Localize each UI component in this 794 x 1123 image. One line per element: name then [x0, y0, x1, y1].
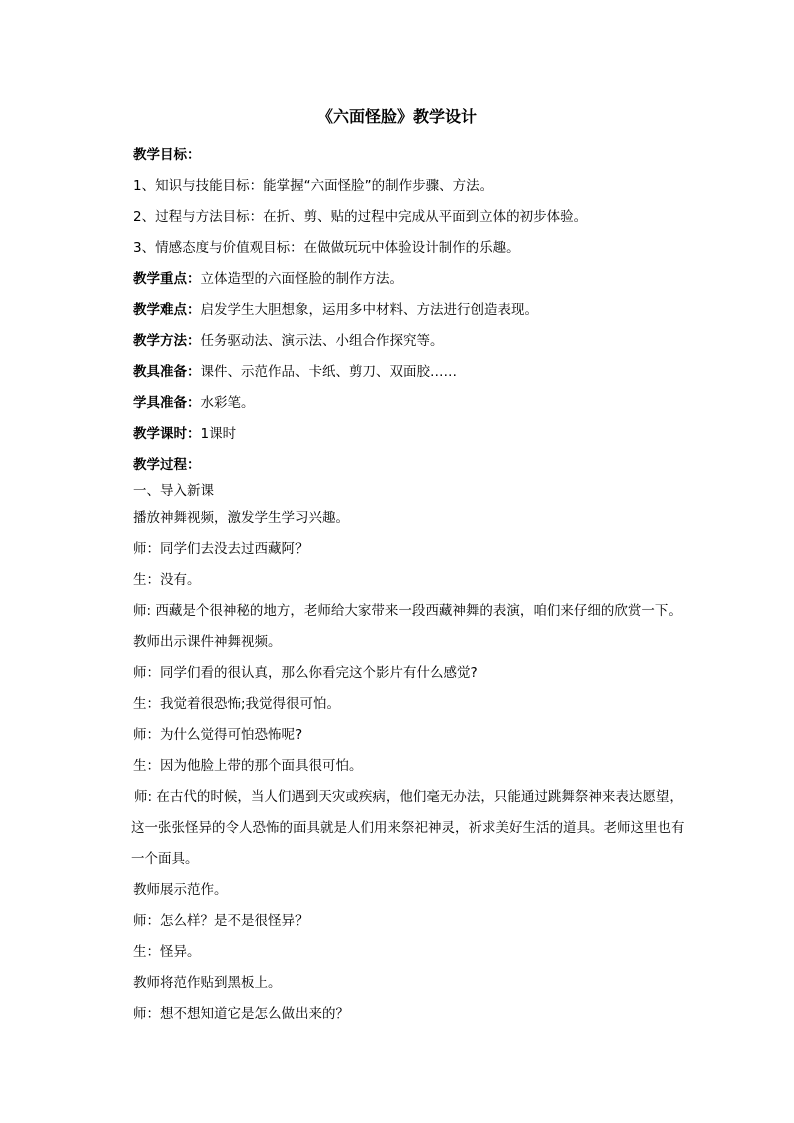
objective-3: 3、情感态度与价值观目标：在做做玩玩中体验设计制作的乐趣。 [133, 240, 520, 256]
objective-2: 2、过程与方法目标：在折、剪、贴的过程中完成从平面到立体的初步体验。 [133, 209, 588, 225]
hours-text: 1课时 [200, 426, 237, 442]
paragraph: 生：怪异。 [133, 944, 201, 960]
objectives-heading: 教学目标： [133, 147, 201, 163]
paragraph: 教师将范作贴到黑板上。 [133, 975, 282, 991]
student-prep-label: 学具准备： [133, 395, 201, 411]
paragraph: 师：同学们去没去过西藏阿？ [133, 541, 309, 557]
teacher-prep-label: 教具准备： [133, 364, 201, 380]
student-prep [133, 393, 255, 413]
method-text: 任务驱动法、演示法、小组合作探究等。 [200, 333, 444, 349]
key-point-text: 立体造型的六面怪脸的制作方法。 [200, 271, 403, 287]
student-prep-text: 水彩笔。 [200, 395, 255, 411]
process-heading: 教学过程： [133, 457, 201, 473]
key-point-label: 教学重点： [133, 271, 201, 287]
difficulty [133, 300, 538, 320]
paragraph: 播放神舞视频，激发学生学习兴趣。 [133, 510, 349, 526]
hours-label: 教学课时： [133, 426, 201, 442]
difficulty-label: 教学难点： [133, 302, 201, 318]
section-1-heading: 一、导入新课 [133, 483, 214, 499]
difficulty-text: 启发学生大胆想象，运用多中材料、方法进行创造表现。 [200, 302, 538, 318]
objective-1: 1、知识与技能目标：能掌握“六面怪脸”的制作步骤、方法。 [133, 178, 494, 194]
paragraph: 师: 西藏是个很神秘的地方，老师给大家带来一段西藏神舞的表演，咱们来仔细的欣赏一下。 [133, 603, 682, 619]
method-label: 教学方法： [133, 333, 201, 349]
paragraph: 生：因为他脸上带的那个面具很可怕。 [133, 758, 363, 774]
paragraph: 生：我觉着很恐怖;我觉得很可怕。 [133, 696, 341, 712]
paragraph: 师：想不想知道它是怎么做出来的？ [133, 1006, 349, 1022]
key-point [133, 269, 403, 289]
document-title: 《六面怪脸》教学设计 [316, 107, 477, 126]
paragraph: 师：同学们看的很认真，那么你看完这个影片有什么感觉? [133, 665, 478, 681]
teaching-hours [133, 424, 236, 444]
paragraph: 师：为什么觉得可怕恐怖呢? [133, 727, 303, 743]
paragraph: 师：怎么样？是不是很怪异？ [133, 913, 309, 929]
teacher-prep-text: 课件、示范作品、卡纸、剪刀、双面胶…… [200, 364, 457, 380]
teaching-method [133, 331, 444, 351]
teacher-prep [133, 362, 457, 382]
paragraph: 教师出示课件神舞视频。 [133, 634, 282, 650]
paragraph: 生：没有。 [133, 572, 201, 588]
paragraph-long: 师: 在古代的时候，当人们遇到天灾或疾病，他们毫无办法，只能通过跳舞祭神来表达愿望，这一张张怪异的令人恐怖的面具就是人们用来祭祀神灵，祈求美好生活的道具。老师这里也有一个面具。 [131, 789, 685, 867]
paragraph: 教师展示范作。 [133, 882, 228, 898]
